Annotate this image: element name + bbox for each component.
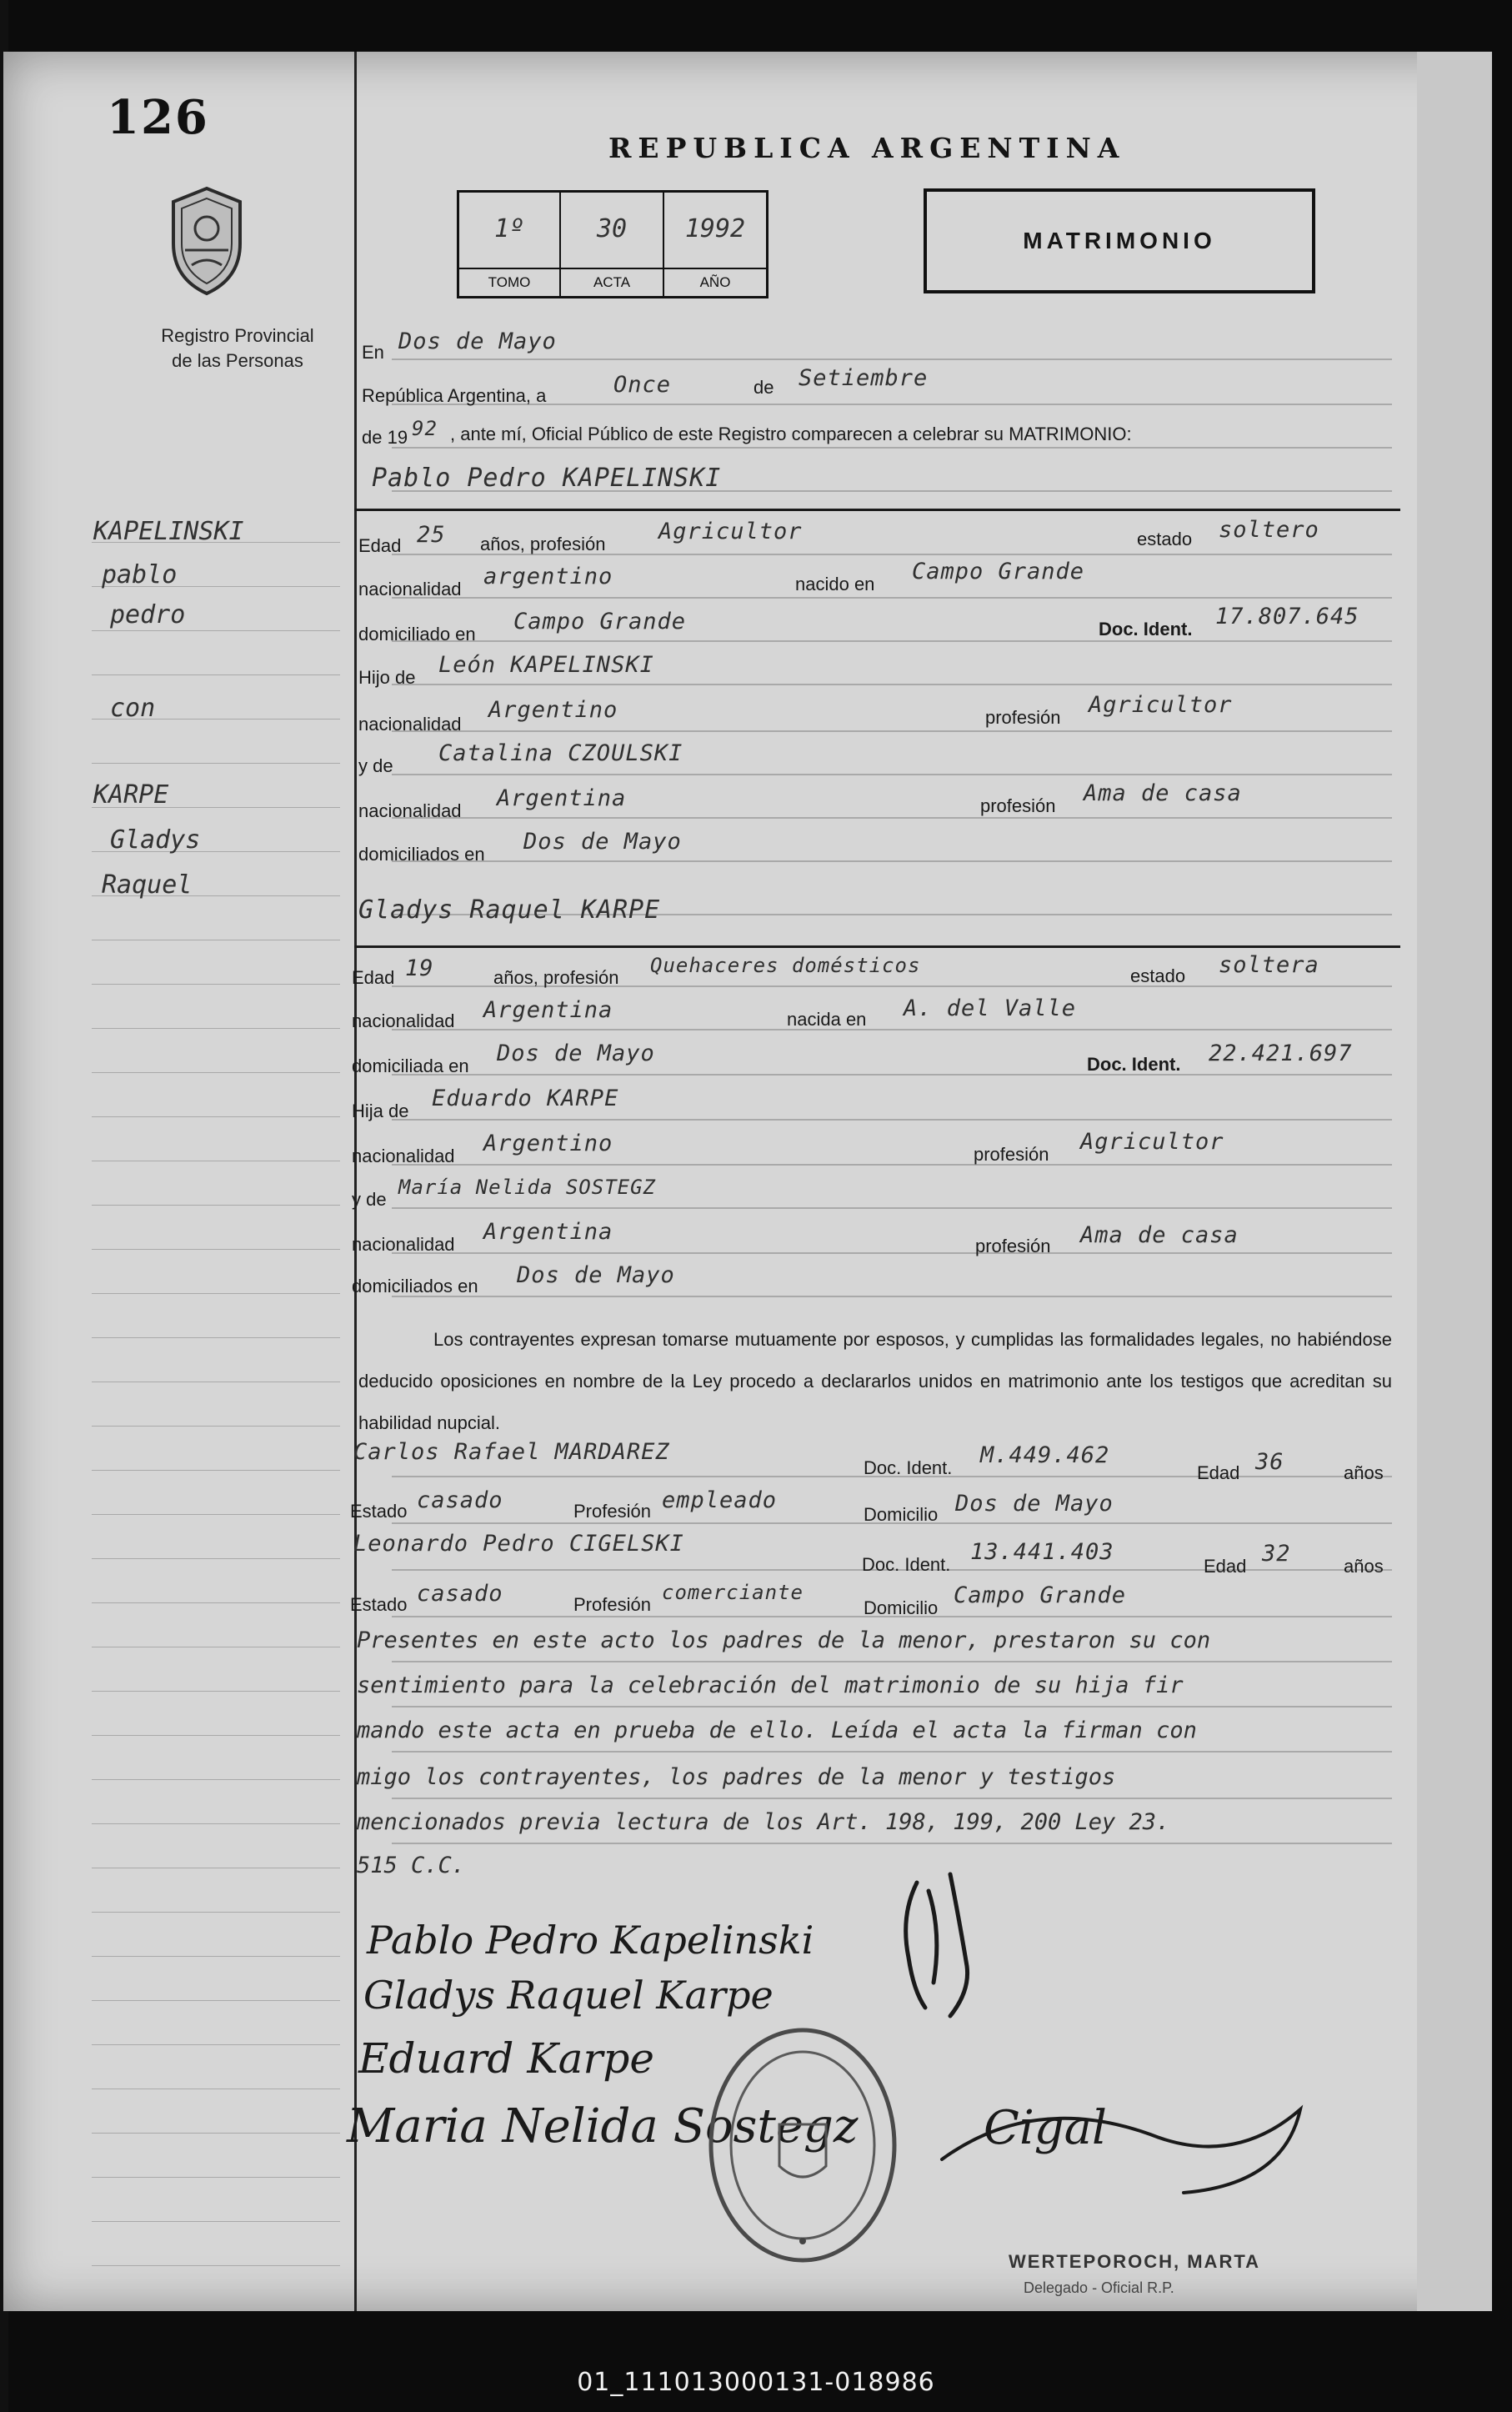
field-underline	[392, 1661, 1392, 1662]
field-underline	[392, 1843, 1392, 1844]
label-domicilio: Domicilio	[864, 1504, 939, 1525]
margin-bride-surname: KARPE	[93, 780, 169, 810]
notes-line-3: mando este acta en prueba de ello. Leída el acta la firman con	[357, 1717, 1197, 1743]
label-de: de	[753, 377, 774, 398]
bride-mother-nationality: Argentina	[483, 1219, 613, 1245]
label-profesion: Profesión	[573, 1594, 651, 1615]
margin-ruled-line	[92, 1072, 340, 1073]
witness-signature: Cigal	[984, 2101, 1107, 2155]
ano-cell	[664, 193, 766, 296]
notes-line-5: mencionados previa lectura de los Art. 198, 199, 200 Ley 23.	[357, 1809, 1170, 1835]
label-profesion: profesión	[980, 795, 1056, 816]
year-value: 92	[412, 417, 438, 440]
field-underline	[392, 817, 1392, 819]
margin-ruled-line	[92, 1514, 340, 1515]
label-y-de: y de	[358, 755, 393, 776]
field-underline	[392, 1029, 1392, 1030]
groom-mother: Catalina CZOULSKI	[438, 740, 683, 766]
label-ante: , ante mí, Oficial Público de este Registro comparecen a celebrar su MATRIMONIO:	[450, 424, 1132, 444]
label-en: En	[362, 342, 384, 363]
bride-signature: Gladys Raquel Karpe	[363, 1973, 774, 2018]
witness1-status: casado	[417, 1487, 503, 1513]
margin-ruled-line	[92, 1956, 340, 1957]
witness2-doc: 13.441.403	[970, 1539, 1114, 1565]
label-doc-ident: Doc. Ident.	[1087, 1054, 1181, 1075]
ano-value: 1992	[684, 214, 746, 243]
margin-ruled-line	[92, 2044, 340, 2045]
margin-ruled-line	[92, 674, 340, 675]
bride-domicile: Dos de Mayo	[497, 1041, 655, 1066]
margin-ruled-line	[92, 2133, 340, 2134]
label-nacionalidad: nacionalidad	[358, 579, 462, 599]
label-doc-ident: Doc. Ident.	[864, 1457, 953, 1478]
margin-groom-name-2: pedro	[110, 600, 186, 629]
acta-label: ACTA	[561, 268, 663, 296]
margin-ruled-line	[92, 630, 340, 631]
label-estado: estado	[1130, 965, 1186, 986]
field-underline	[392, 1798, 1392, 1799]
label-estado: Estado	[350, 1501, 408, 1522]
label-republica: República Argentina, a	[362, 385, 547, 406]
bride-father-profession: Agricultor	[1080, 1129, 1224, 1155]
bride-father: Eduardo KARPE	[432, 1086, 619, 1111]
label-doc-ident: Doc. Ident.	[1099, 619, 1193, 639]
label-edad: Edad	[358, 535, 402, 556]
label-nacida-en: nacida en	[787, 1009, 867, 1030]
groom-signature: Pablo Pedro Kapelinski	[367, 1918, 814, 1963]
bride-name: Gladys Raquel KARPE	[358, 895, 661, 925]
registry-name	[100, 323, 375, 374]
margin-bride-name-2: Raquel	[102, 870, 193, 900]
label-y-de: y de	[352, 1189, 387, 1210]
country-heading: REPUBLICA ARGENTINA	[608, 132, 1126, 164]
tomo-value: 1º	[493, 214, 525, 243]
margin-ruled-line	[92, 1426, 340, 1427]
label-hijo-de: Hijo de	[358, 667, 416, 688]
margin-divider	[354, 52, 357, 2311]
groom-father: León KAPELINSKI	[438, 652, 654, 678]
bride-mother: María Nelida SOSTEGZ	[398, 1176, 656, 1199]
margin-ruled-line	[92, 1602, 340, 1603]
tomo-cell	[459, 193, 559, 296]
tomo-label: TOMO	[459, 268, 559, 296]
margin-ruled-line	[92, 1779, 340, 1780]
margin-con: con	[110, 694, 156, 723]
groom-status: soltero	[1219, 517, 1319, 543]
bride-birthplace: A. del Valle	[904, 995, 1077, 1021]
bride-age: 19	[405, 955, 434, 981]
image-identifier: 01_111013000131-018986	[577, 2368, 935, 2397]
place-value: Dos de Mayo	[398, 328, 557, 354]
margin-ruled-line	[92, 1205, 340, 1206]
margin-ruled-line	[92, 984, 340, 985]
field-underline	[392, 640, 1392, 642]
groom-doc: 17.807.645	[1215, 604, 1359, 629]
label-domiciliados: domiciliados en	[358, 844, 485, 865]
bride-doc: 22.421.697	[1209, 1041, 1353, 1066]
label-de-19: de 19	[362, 427, 408, 448]
ano-label: AÑO	[664, 268, 766, 296]
declaration-text: Los contrayentes expresan tomarse mutuamente por esposos, y cumplidas las formalidades legales, no habiéndose deducido oposiciones en nombre de la Ley procedo a declararlos unidos en matrimonio ante los testigos que acreditan su habilidad nupcial.	[358, 1329, 1392, 1433]
witness1-name: Carlos Rafael MARDAREZ	[353, 1439, 670, 1465]
month-value: Setiembre	[799, 365, 929, 391]
witness1-doc: M.449.462	[980, 1442, 1110, 1468]
field-underline	[392, 359, 1392, 360]
bride-mother-profession: Ama de casa	[1080, 1222, 1239, 1248]
acta-cell	[561, 193, 663, 296]
bride-nationality: Argentina	[483, 997, 613, 1023]
margin-bride-name-1: Gladys	[110, 825, 201, 855]
label-nacido-en: nacido en	[795, 574, 875, 594]
witness2-name: Leonardo Pedro CIGELSKI	[353, 1531, 684, 1557]
label-nacionalidad: nacionalidad	[352, 1234, 455, 1255]
official-signature-scribble-icon	[884, 1866, 984, 2033]
page-edge-strip	[1417, 52, 1492, 2311]
field-underline	[392, 1207, 1392, 1209]
field-underline	[392, 1296, 1392, 1297]
label-nacionalidad: nacionalidad	[352, 1010, 455, 1031]
margin-ruled-line	[92, 1470, 340, 1471]
margin-ruled-line	[92, 1337, 340, 1338]
margin-ruled-line	[92, 1691, 340, 1692]
label-edad: Edad	[352, 967, 395, 988]
groom-father-profession: Agricultor	[1089, 692, 1233, 718]
groom-nationality: argentino	[483, 564, 613, 589]
notes-line-2: sentimiento para la celebración del matrimonio de su hija fir	[357, 1672, 1184, 1698]
label-anos-profesion: años, profesión	[480, 534, 606, 554]
field-underline	[392, 684, 1392, 685]
label-domiciliado: domiciliado en	[358, 624, 476, 644]
section-divider	[354, 945, 1400, 948]
label-profesion: Profesión	[573, 1501, 651, 1522]
bride-parents-domicile: Dos de Mayo	[517, 1262, 675, 1288]
witness1-profession: empleado	[662, 1487, 778, 1513]
margin-ruled-line	[92, 1028, 340, 1029]
notes-line-1: Presentes en este acto los padres de la menor, prestaron su con	[357, 1627, 1211, 1653]
bride-profession: Quehaceres domésticos	[650, 954, 921, 977]
day-value: Once	[613, 372, 672, 398]
label-nacionalidad: nacionalidad	[358, 800, 462, 821]
label-domiciliada: domiciliada en	[352, 1056, 469, 1076]
closing-flourish-icon	[934, 2059, 1317, 2209]
witness2-age: 32	[1262, 1541, 1291, 1567]
tomo-acta-box	[457, 190, 769, 298]
margin-ruled-line	[92, 2000, 340, 2001]
field-underline	[392, 1119, 1392, 1121]
margin-ruled-line	[92, 1293, 340, 1294]
field-underline	[392, 1252, 1392, 1254]
field-underline	[392, 447, 1392, 449]
acta-value: 30	[596, 214, 628, 243]
label-anos: años	[1344, 1462, 1384, 1483]
field-underline	[392, 1751, 1392, 1753]
margin-groom-name-1: pablo	[102, 560, 178, 589]
groom-mother-nationality: Argentina	[497, 785, 627, 811]
witness1-domicile: Dos de Mayo	[955, 1491, 1114, 1517]
margin-ruled-line	[92, 1249, 340, 1250]
label-anos-profesion: años, profesión	[493, 967, 619, 988]
field-underline	[392, 730, 1392, 732]
groom-mother-profession: Ama de casa	[1084, 780, 1242, 806]
witness2-domicile: Campo Grande	[954, 1582, 1127, 1608]
groom-birthplace: Campo Grande	[912, 559, 1085, 584]
groom-profession: Agricultor	[658, 519, 803, 544]
label-hija-de: Hija de	[352, 1101, 409, 1121]
official-name-stamp: WERTEPOROCH, MARTA	[1009, 2251, 1261, 2272]
field-underline	[392, 860, 1392, 862]
section-divider	[354, 509, 1400, 511]
groom-age: 25	[417, 522, 446, 548]
margin-ruled-line	[92, 2177, 340, 2178]
groom-name: Pablo Pedro KAPELINSKI	[372, 464, 722, 493]
witness2-status: casado	[417, 1581, 503, 1607]
margin-groom-surname: KAPELINSKI	[93, 517, 244, 546]
field-underline	[392, 597, 1392, 599]
label-profesion: profesión	[985, 707, 1061, 728]
margin-ruled-line	[92, 2221, 340, 2222]
notes-line-4: migo los contrayentes, los padres de la menor y testigos	[357, 1764, 1116, 1790]
label-doc-ident: Doc. Ident.	[862, 1554, 951, 1575]
coat-of-arms-icon	[167, 185, 247, 297]
label-estado: Estado	[350, 1594, 408, 1615]
margin-ruled-line	[92, 1823, 340, 1824]
mother-signature: Maria Nelida Sostegz	[347, 2099, 859, 2154]
official-seal-stamp-icon	[704, 2024, 901, 2266]
bride-status: soltera	[1219, 952, 1319, 978]
field-underline	[392, 774, 1392, 775]
margin-ruled-line	[92, 1912, 340, 1913]
margin-ruled-line	[92, 1558, 340, 1559]
label-profesion: profesión	[975, 1236, 1051, 1256]
margin-ruled-line	[92, 763, 340, 764]
registry-line-2: de las Personas	[172, 350, 303, 371]
registry-line-1: Registro Provincial	[161, 325, 314, 346]
bride-father-nationality: Argentino	[483, 1131, 613, 1156]
field-underline	[392, 1706, 1392, 1707]
groom-domicile: Campo Grande	[513, 609, 687, 634]
field-underline	[392, 1074, 1392, 1076]
label-edad: Edad	[1197, 1462, 1240, 1483]
groom-father-nationality: Argentino	[488, 697, 618, 723]
field-underline	[392, 1164, 1392, 1166]
groom-parents-domicile: Dos de Mayo	[523, 829, 682, 855]
act-type-box: MATRIMONIO	[924, 188, 1315, 293]
label-domiciliados: domiciliados en	[352, 1276, 478, 1296]
folio-number: 126	[107, 90, 209, 145]
label-estado: estado	[1137, 529, 1193, 549]
official-title-stamp: Delegado - Oficial R.P.	[1024, 2279, 1174, 2296]
label-domicilio: Domicilio	[864, 1597, 939, 1618]
margin-ruled-line	[92, 1735, 340, 1736]
margin-ruled-line	[92, 1116, 340, 1117]
father-signature: Eduard Karpe	[358, 2034, 654, 2083]
label-anos: años	[1344, 1556, 1384, 1577]
label-edad: Edad	[1204, 1556, 1247, 1577]
label-nacionalidad: nacionalidad	[358, 714, 462, 735]
witness2-profession: comerciante	[662, 1581, 804, 1604]
notes-line-6: 515 C.C.	[357, 1853, 466, 1878]
label-profesion: profesión	[974, 1144, 1049, 1165]
margin-ruled-line	[92, 2265, 340, 2266]
label-nacionalidad: nacionalidad	[352, 1146, 455, 1166]
witness1-age: 36	[1255, 1449, 1284, 1475]
